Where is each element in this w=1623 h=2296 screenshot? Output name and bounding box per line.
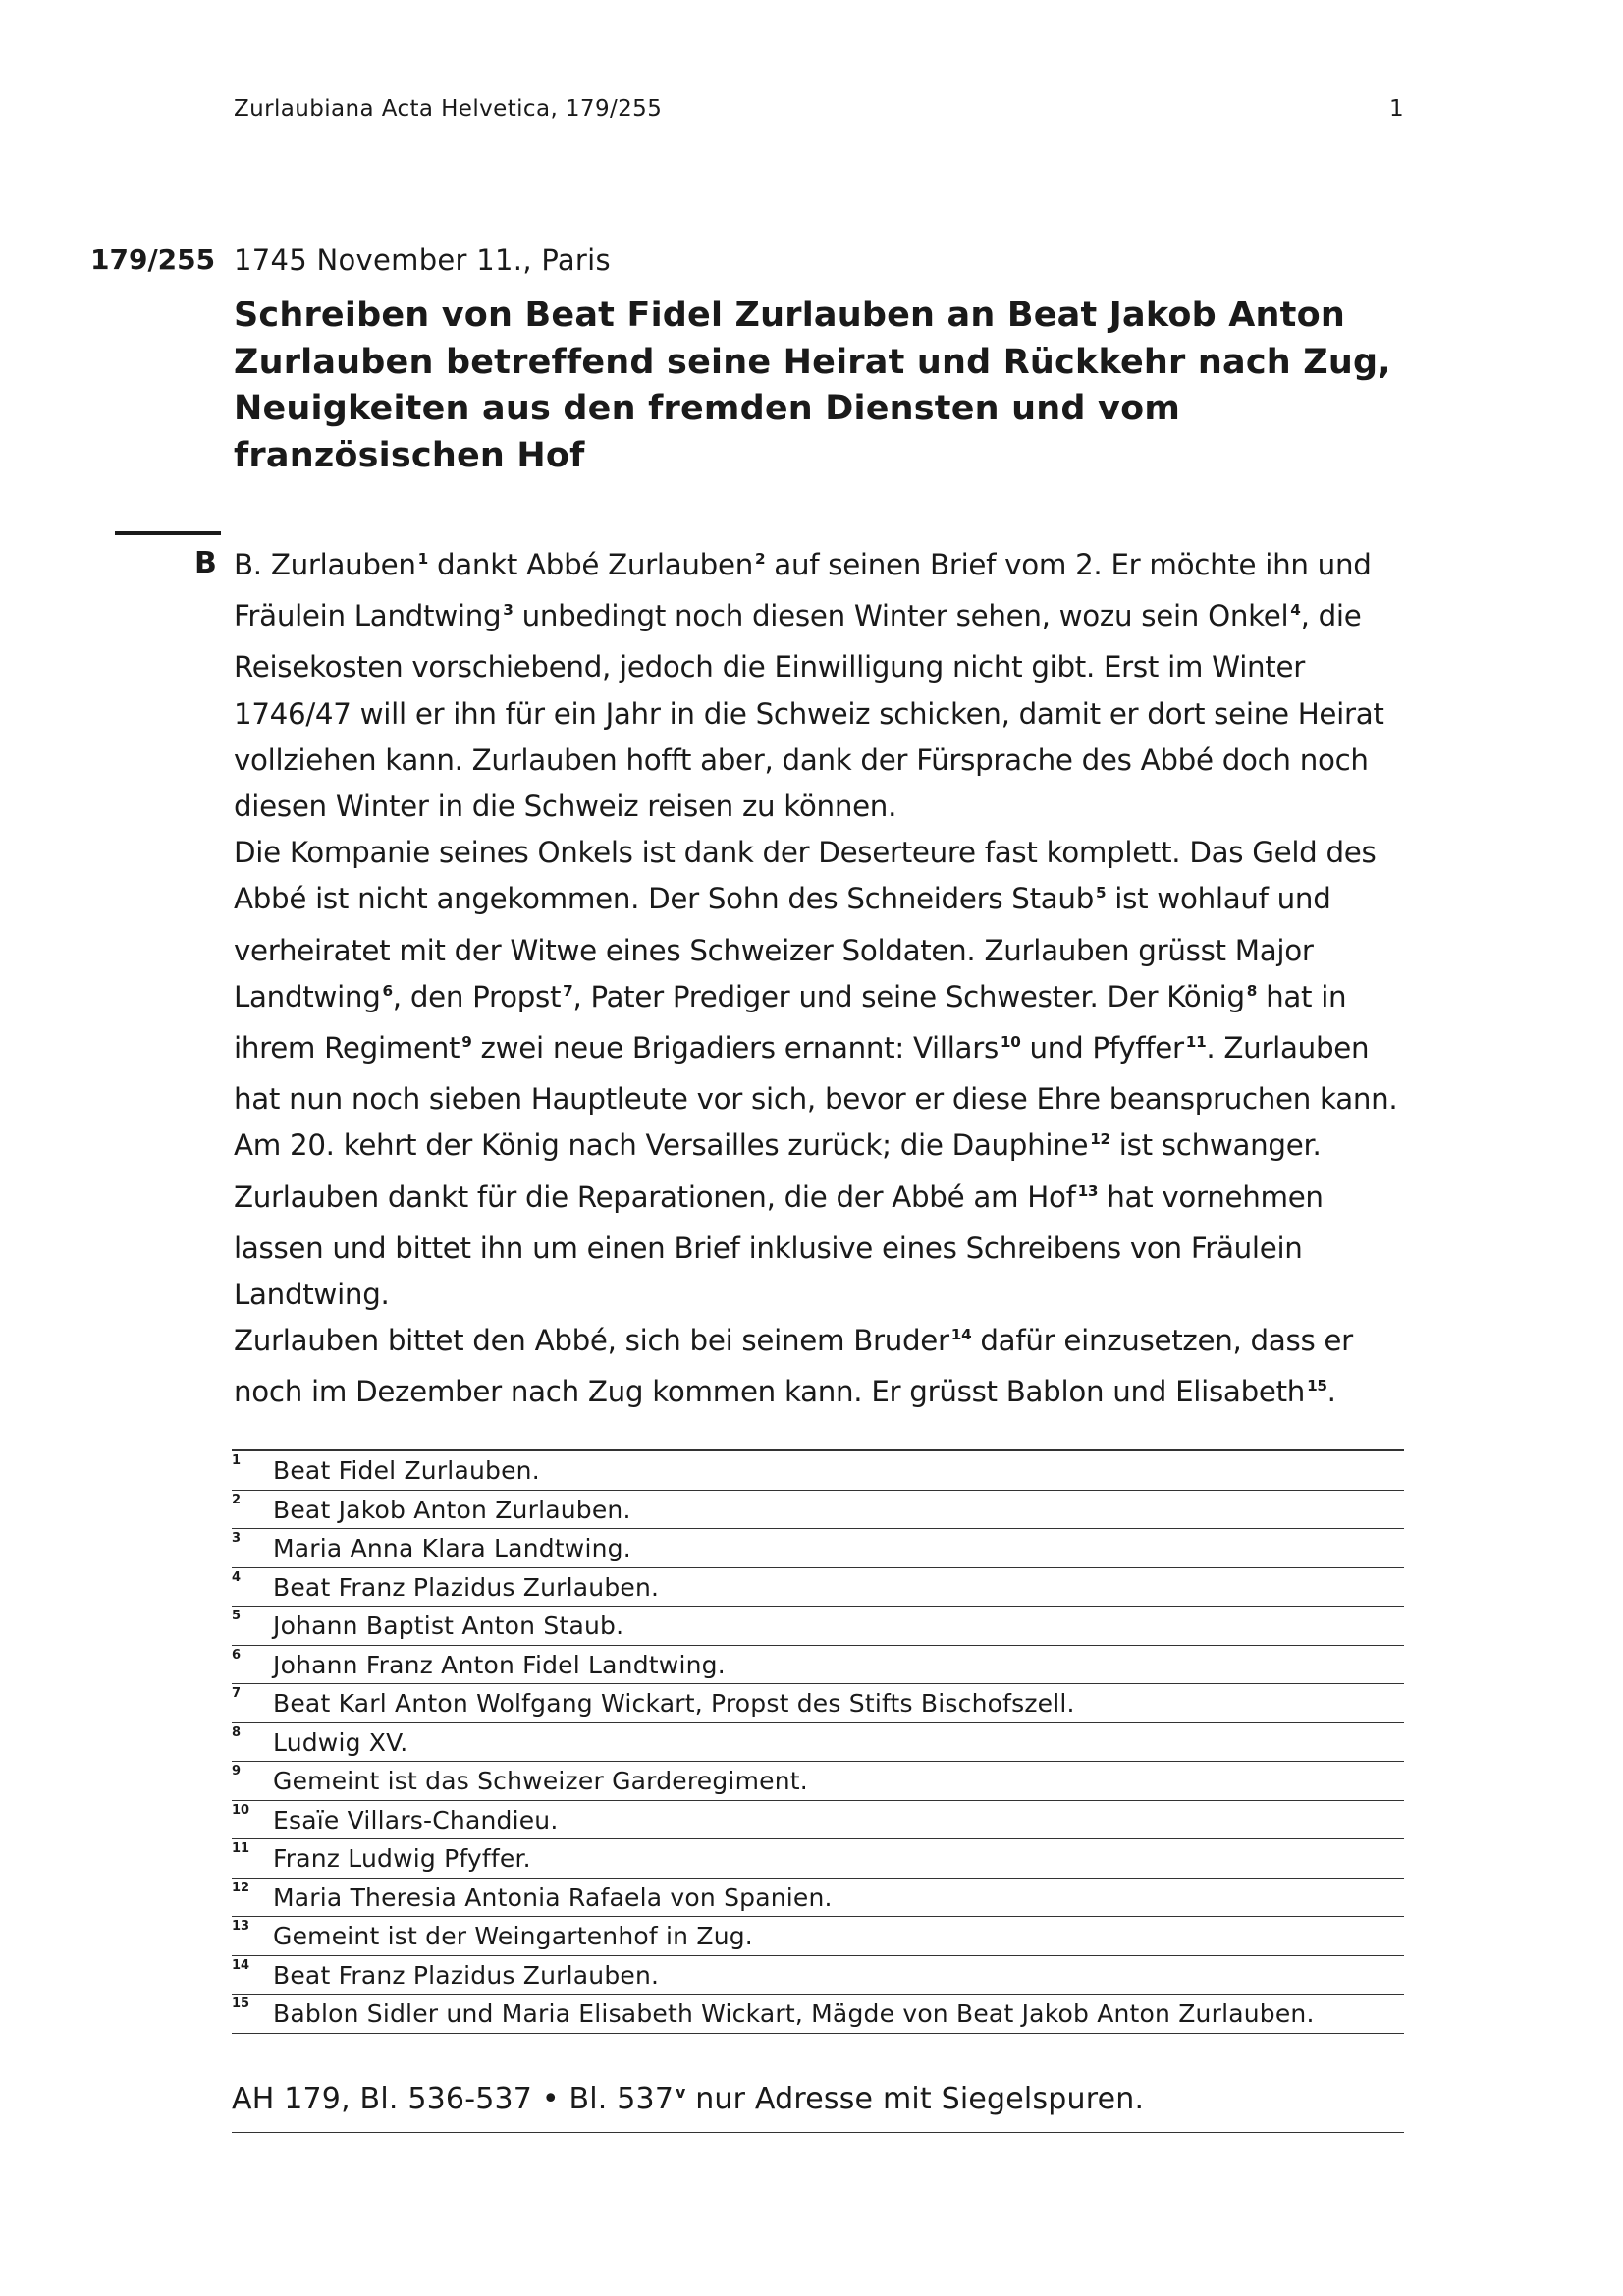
summary-text-run: B. Zurlauben bbox=[234, 548, 416, 581]
footnote-text: Esaïe Villars-Chandieu. bbox=[273, 1805, 559, 1834]
footnote-item bbox=[232, 1917, 1404, 1956]
footnote-ref: 8 bbox=[1246, 981, 1258, 1000]
summary-text-run: dafür einzusetzen, dass er noch im Dezember nach Zug kommen kann. Er grüsst Bablon und Elisabeth bbox=[234, 1324, 1353, 1409]
summary-text-run: ist schwanger. Zurlauben dankt für die Reparationen, die der Abbé am Hof bbox=[234, 1128, 1322, 1214]
source-superscript: v bbox=[676, 2083, 686, 2102]
footnote-text: Gemeint ist der Weingartenhof in Zug. bbox=[273, 1922, 753, 1950]
footnote-ref: 5 bbox=[1096, 884, 1107, 902]
summary-text-run: Die Kompanie seines Onkels ist dank der Deserteure fast komplett. Das Geld des Abbé ist nicht angekommen. Der Sohn des Schneiders Staub bbox=[234, 836, 1377, 916]
footnote-ref: 11 bbox=[1185, 1033, 1207, 1052]
section-marker: B bbox=[194, 546, 217, 580]
footnote-text: Beat Franz Plazidus Zurlauben. bbox=[273, 1572, 660, 1602]
summary-text-run: zwei neue Brigadiers ernannt: Villars bbox=[471, 1031, 999, 1066]
footnote-item bbox=[232, 1607, 1404, 1646]
footnote-number: 11 bbox=[232, 1841, 250, 1856]
footnote-text: Bablon Sidler und Maria Elisabeth Wickart, Mägde von Beat Jakob Anton Zurlauben. bbox=[273, 1999, 1315, 2028]
footnote-item bbox=[232, 1801, 1404, 1840]
summary-text-run: dankt Abbé Zurlauben bbox=[427, 548, 753, 581]
footnote-ref: 14 bbox=[950, 1326, 972, 1344]
footnote-item bbox=[232, 1879, 1404, 1918]
footnote-ref: 2 bbox=[754, 550, 766, 569]
footnote-item bbox=[232, 1723, 1404, 1763]
footnote-item bbox=[232, 1451, 1404, 1491]
footnote-number: 8 bbox=[232, 1724, 242, 1740]
summary-text-run: auf seinen Brief vom 2. Er möchte ihn und Fräulein Landtwing bbox=[234, 548, 1372, 633]
footnote-number: 15 bbox=[232, 1996, 250, 2011]
footnote-item bbox=[232, 1839, 1404, 1879]
footnote-text: Beat Franz Plazidus Zurlauben. bbox=[273, 1960, 660, 1990]
summary-text-run: hat vornehmen lassen und bittet ihn um einen Brief inklusive eines Schreibens von Fräulein Landtwing. bbox=[234, 1179, 1324, 1312]
footnote-ref: 7 bbox=[563, 981, 573, 1000]
footnote-ref: 13 bbox=[1077, 1181, 1099, 1200]
summary-text-run: . bbox=[1326, 1375, 1336, 1409]
summary-text-run: hat in ihrem Regiment bbox=[234, 979, 1347, 1066]
summary-text-run: , den Propst bbox=[392, 979, 562, 1013]
summary-paragraph bbox=[234, 830, 1412, 1318]
margin-rule bbox=[115, 531, 221, 535]
footnote-text: Franz Ludwig Pfyffer. bbox=[273, 1844, 531, 1873]
summary-text-run: Zurlauben bittet den Abbé, sich bei seinem Bruder bbox=[234, 1324, 949, 1358]
footnote-item bbox=[232, 1684, 1404, 1723]
footnote-number: 1 bbox=[232, 1453, 242, 1468]
footnote-item bbox=[232, 1762, 1404, 1801]
footnote-ref: 1 bbox=[417, 550, 428, 569]
footnote-text: Beat Karl Anton Wolfgang Wickart, Propst des Stifts Bischofszell. bbox=[273, 1689, 1075, 1718]
footnote-number: 4 bbox=[232, 1569, 242, 1585]
footnote-text: Johann Baptist Anton Staub. bbox=[273, 1612, 624, 1640]
running-header bbox=[234, 96, 1404, 122]
footnote-item bbox=[232, 1646, 1404, 1685]
page-number: 1 bbox=[1388, 96, 1404, 122]
source-text: AH 179, Bl. 536-537 • Bl. 537 bbox=[232, 2082, 675, 2116]
footnote-list bbox=[232, 1449, 1404, 2034]
source-text-end: nur Adresse mit Siegelspuren. bbox=[685, 2082, 1145, 2116]
summary-paragraph bbox=[234, 1318, 1412, 1420]
footnote-item bbox=[232, 1491, 1404, 1530]
footnote-text: Johann Franz Anton Fidel Landtwing. bbox=[273, 1650, 726, 1679]
footnote-number: 2 bbox=[232, 1492, 242, 1507]
document-number: 179/255 bbox=[90, 244, 216, 276]
summary-text-run: ist wohlauf und verheiratet mit der Witwe eines Schweizer Soldaten. Zurlauben grüsst Major Landtwing bbox=[234, 882, 1331, 1013]
footnote-text: Beat Jakob Anton Zurlauben. bbox=[273, 1495, 631, 1524]
footnote-item bbox=[232, 1995, 1404, 2034]
footnote-ref: 6 bbox=[382, 981, 393, 1000]
footnote-number: 5 bbox=[232, 1609, 242, 1623]
summary-text bbox=[234, 542, 1412, 1421]
summary-text-run: , Pater Prediger und seine Schwester. Der König bbox=[572, 979, 1245, 1013]
footnote-ref: 3 bbox=[503, 601, 514, 620]
summary-text-run: unbedingt noch diesen Winter sehen, wozu sein Onkel bbox=[513, 599, 1289, 633]
footnote-text: Gemeint ist das Schweizer Garderegiment. bbox=[273, 1767, 808, 1795]
footnote-item bbox=[232, 1956, 1404, 1995]
footnote-text: Maria Anna Klara Landtwing. bbox=[273, 1534, 631, 1562]
series-title: Zurlaubiana Acta Helvetica, 179/255 bbox=[234, 96, 663, 122]
summary-text-run: und Pfyffer bbox=[1020, 1031, 1184, 1066]
footnote-number: 6 bbox=[232, 1647, 242, 1663]
footnote-item bbox=[232, 1568, 1404, 1608]
summary-text-run: , die Reisekosten vorschiebend, jedoch die Einwilligung nicht gibt. Erst im Winter 1746/47 will er ihn für ein Jahr in die Schweiz schicken, damit er dort seine Heirat vollziehen kann. Zurlauben hofft aber, dank der Fürsprache des Abbé doch noch diesen Winter in die Schweiz reisen zu können. bbox=[234, 599, 1384, 824]
footnote-ref: 15 bbox=[1307, 1377, 1327, 1395]
document-title: Schreiben von Beat Fidel Zurlauben an Beat Jakob Anton Zurlauben betreffend seine Heirat und Rückkehr nach Zug, Neuigkeiten aus den fremden Diensten und vom französischen Hof bbox=[234, 296, 1391, 475]
footnote-ref: 9 bbox=[461, 1033, 472, 1052]
footnote-text: Ludwig XV. bbox=[273, 1727, 408, 1757]
footnote-number: 12 bbox=[232, 1880, 250, 1895]
source-reference bbox=[232, 2082, 1404, 2133]
footnote-number: 9 bbox=[232, 1764, 242, 1778]
footnote-number: 10 bbox=[232, 1802, 250, 1818]
footnote-number: 14 bbox=[232, 1957, 250, 1973]
footnote-ref: 12 bbox=[1090, 1130, 1110, 1149]
footnote-ref: 4 bbox=[1290, 601, 1301, 620]
footnote-ref: 10 bbox=[1000, 1033, 1021, 1052]
footnote-number: 3 bbox=[232, 1531, 242, 1546]
document-date: 1745 November 11., Paris bbox=[234, 244, 611, 277]
footnote-text: Beat Fidel Zurlauben. bbox=[273, 1456, 540, 1485]
footnote-number: 13 bbox=[232, 1919, 250, 1934]
footnote-number: 7 bbox=[232, 1686, 242, 1701]
summary-paragraph bbox=[234, 542, 1412, 830]
footnote-text: Maria Theresia Antonia Rafaela von Spanien. bbox=[273, 1883, 833, 1912]
footnote-item bbox=[232, 1529, 1404, 1568]
summary-text-run: . Zurlauben hat nun noch sieben Hauptleute vor sich, bevor er diese Ehre beanspruchen kann. Am 20. kehrt der König nach Versailles zurück; die Dauphine bbox=[234, 1031, 1398, 1163]
